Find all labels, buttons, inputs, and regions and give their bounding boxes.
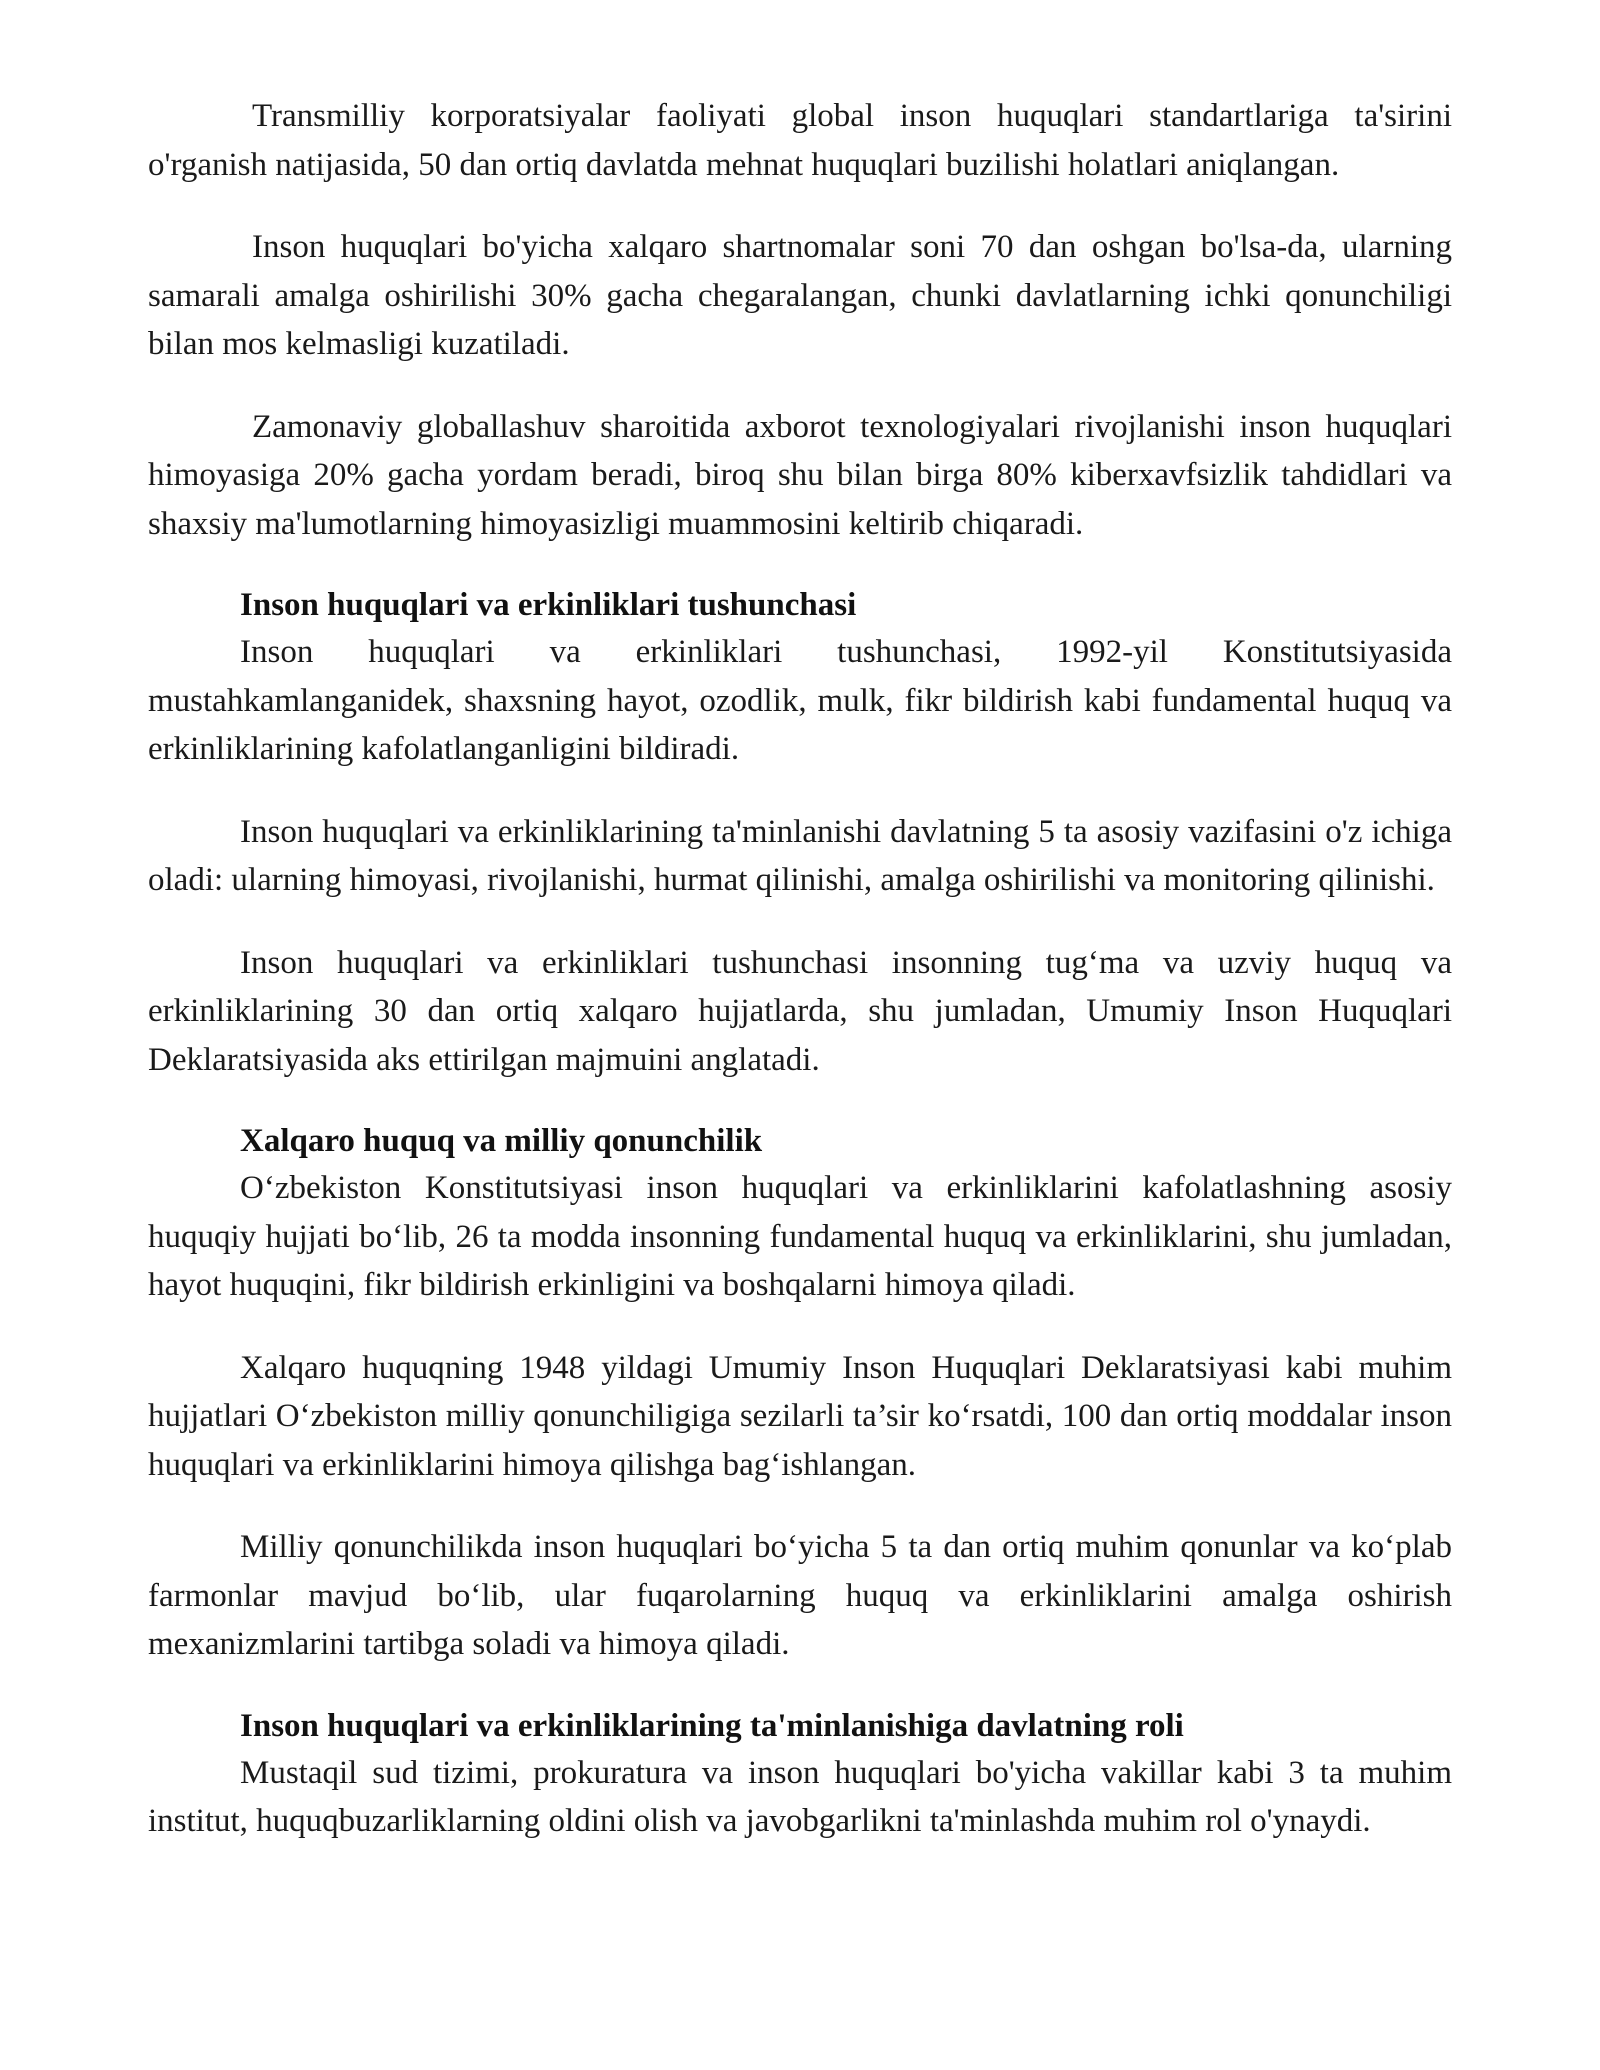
section-concept (148, 582, 1452, 1084)
section-international-law (148, 1118, 1452, 1669)
section-paragraph: Inson huquqlari va erkinliklari tushunchasi, 1992-yil Konstitutsiyasida mustahkamlanganidek, shaxsning hayot, ozodlik, mulk, fikr bildirish kabi fundamental huquq va erkinliklarining kafolatlanganligini bildiradi. (148, 634, 1452, 767)
section-heading: Xalqaro huquq va milliy qonunchilik (240, 1123, 763, 1159)
section-paragraph: Inson huquqlari va erkinliklarining ta'minlanishi davlatning 5 ta asosiy vazifasini o'z ichiga oladi: ularning himoyasi, rivojlanishi, hurmat qilinishi, amalga oshirilishi va monitoring qilinishi. (148, 813, 1452, 898)
section-state-role (148, 1703, 1452, 1846)
intro-paragraph-3: Zamonaviy globallashuv sharoitida axborot texnologiyalari rivojlanishi inson huquqlari himoyasiga 20% gacha yordam beradi, biroq shu bilan birga 80% kiberxavfsizlik tahdidlari va shaxsiy ma'lumotlarning himoyasizligi muammosini keltirib chiqaradi. (148, 408, 1452, 542)
section-heading: Inson huquqlari va erkinliklari tushunchasi (240, 587, 857, 623)
intro-paragraph-2: Inson huquqlari bo'yicha xalqaro shartnomalar soni 70 dan oshgan bo'lsa-da, ularning samarali amalga oshirilishi 30% gacha chegaralangan, chunki davlatlarning ichki qonunchiligi bilan mos kelmasligi kuzatiladi. (148, 229, 1452, 362)
document-page (148, 92, 1452, 1846)
section-heading: Inson huquqlari va erkinliklarining ta'minlanishiga davlatning roli (240, 1707, 1184, 1744)
section-paragraph: Milliy qonunchilikda inson huquqlari bo‘yicha 5 ta dan ortiq muhim qonunlar va ko‘plab farmonlar mavjud bo‘lib, ular fuqarolarning huquq va erkinliklarini amalga oshirish mexanizmlarini tartibga soladi va himoya qiladi. (148, 1529, 1452, 1662)
intro-paragraph-1: Transmilliy korporatsiyalar faoliyati global inson huquqlari standartlariga ta'sirini o'rganish natijasida, 50 dan ortiq davlatda mehnat huquqlari buzilishi holatlari aniqlangan. (148, 98, 1452, 183)
section-paragraph: O‘zbekiston Konstitutsiyasi inson huquqlari va erkinliklarini kafolatlashning asosiy huquqiy hujjati bo‘lib, 26 ta modda insonning fundamental huquq va erkinliklarini, shu jumladan, hayot huquqini, fikr bildirish erkinligini va boshqalarni himoya qiladi. (148, 1170, 1452, 1303)
section-paragraph: Xalqaro huquqning 1948 yildagi Umumiy Inson Huquqlari Deklaratsiyasi kabi muhim hujjatlari O‘zbekiston milliy qonunchiligiga sezilarli ta’sir ko‘rsatdi, 100 dan ortiq moddalar inson huquqlari va erkinliklarini himoya qilishga bag‘ishlangan. (148, 1349, 1452, 1483)
section-paragraph: Inson huquqlari va erkinliklari tushunchasi insonning tug‘ma va uzviy huquq va erkinliklarining 30 dan ortiq xalqaro hujjatlarda, shu jumladan, Umumiy Inson Huquqlari Deklaratsiyasida aks ettirilgan majmuini anglatadi. (148, 944, 1452, 1078)
section-paragraph: Mustaqil sud tizimi, prokuratura va inson huquqlari bo'yicha vakillar kabi 3 ta muhim institut, huquqbuzarliklarning oldini olish va javobgarlikni ta'minlashda muhim rol o'ynaydi. (148, 1754, 1452, 1839)
